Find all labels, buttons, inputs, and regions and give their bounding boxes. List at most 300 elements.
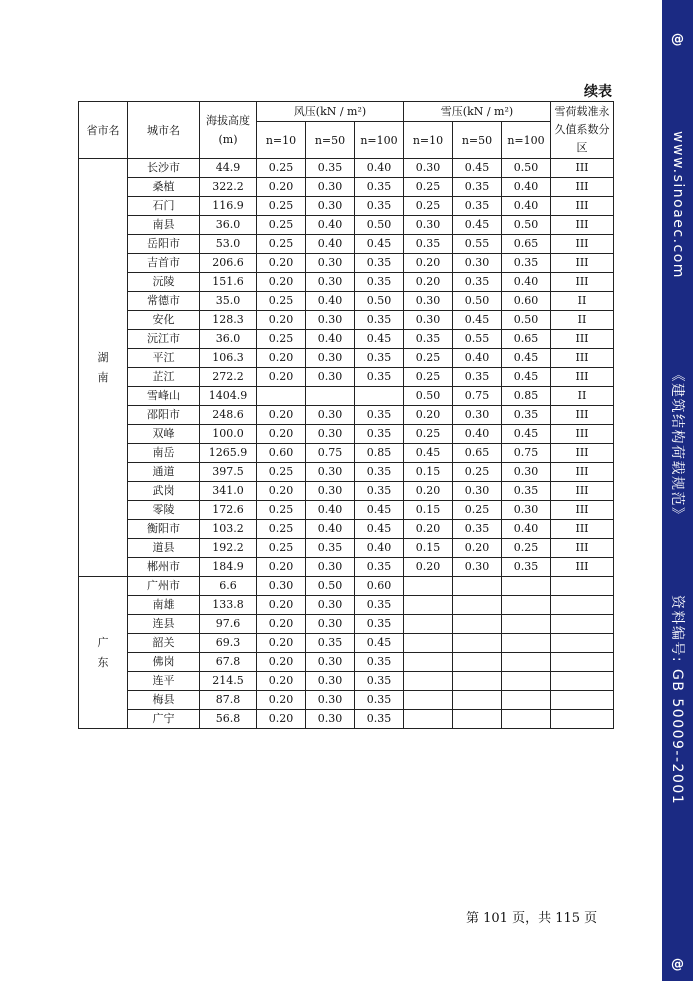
snow-n100-cell: 0.40 (502, 273, 551, 292)
wind-n10-cell: 0.20 (257, 311, 306, 330)
snow-n100-cell: 0.60 (502, 292, 551, 311)
wind-n100-cell: 0.35 (355, 596, 404, 615)
snow-n50-cell: 0.35 (453, 273, 502, 292)
wind-n50-cell: 0.40 (306, 235, 355, 254)
snow-n50-cell: 0.45 (453, 159, 502, 178)
wind-n10-cell: 0.25 (257, 501, 306, 520)
altitude-cell: 103.2 (200, 520, 257, 539)
city-cell: 梅县 (128, 691, 200, 710)
wind-n10-cell: 0.20 (257, 349, 306, 368)
city-cell: 长沙市 (128, 159, 200, 178)
table-row (79, 558, 614, 577)
wind-n100-cell: 0.35 (355, 558, 404, 577)
province-char: 广 (97, 635, 109, 649)
sidebar-banner (662, 0, 693, 981)
snow-n50-cell (453, 615, 502, 634)
wind-n50-cell: 0.30 (306, 425, 355, 444)
wind-n50-cell: 0.30 (306, 710, 355, 729)
wind-n10-cell: 0.60 (257, 444, 306, 463)
altitude-cell: 67.8 (200, 653, 257, 672)
sidebar-title: 《建筑结构荷载规范》 (668, 367, 685, 523)
zone-cell (551, 653, 614, 672)
snow-n10-cell: 0.35 (404, 330, 453, 349)
table-row (79, 444, 614, 463)
header-province: 省市名 (79, 102, 128, 159)
wind-n50-cell: 0.30 (306, 178, 355, 197)
wind-n10-cell: 0.25 (257, 197, 306, 216)
snow-n50-cell (453, 653, 502, 672)
wind-n10-cell: 0.20 (257, 653, 306, 672)
table-row (79, 710, 614, 729)
snow-n50-cell (453, 691, 502, 710)
snow-n50-cell: 0.30 (453, 482, 502, 501)
wind-n50-cell: 0.30 (306, 558, 355, 577)
snow-n100-cell: 0.50 (502, 311, 551, 330)
wind-n50-cell: 0.75 (306, 444, 355, 463)
snow-n100-cell (502, 672, 551, 691)
table-row (79, 235, 614, 254)
altitude-cell: 36.0 (200, 330, 257, 349)
wind-n100-cell: 0.85 (355, 444, 404, 463)
wind-n100-cell: 0.35 (355, 311, 404, 330)
snow-n50-cell: 0.55 (453, 235, 502, 254)
snow-n100-cell: 0.35 (502, 558, 551, 577)
zone-cell: III (551, 254, 614, 273)
wind-n100-cell: 0.45 (355, 235, 404, 254)
wind-n100-cell: 0.35 (355, 178, 404, 197)
snow-n10-cell: 0.20 (404, 254, 453, 273)
snow-n10-cell: 0.25 (404, 178, 453, 197)
table-row (79, 539, 614, 558)
wind-n100-cell: 0.35 (355, 691, 404, 710)
snow-n100-cell: 0.45 (502, 368, 551, 387)
snow-n50-cell: 0.25 (453, 501, 502, 520)
altitude-cell: 151.6 (200, 273, 257, 292)
zone-cell: III (551, 520, 614, 539)
snow-n100-cell (502, 691, 551, 710)
wind-n50-cell: 0.30 (306, 254, 355, 273)
header-wind-n100: n=100 (355, 122, 404, 159)
altitude-cell: 100.0 (200, 425, 257, 444)
snow-n10-cell: 0.20 (404, 406, 453, 425)
table-row (79, 178, 614, 197)
header-wind-n10: n=10 (257, 122, 306, 159)
altitude-cell: 56.8 (200, 710, 257, 729)
altitude-cell: 214.5 (200, 672, 257, 691)
snow-n10-cell (404, 615, 453, 634)
table-row (79, 159, 614, 178)
snow-n50-cell (453, 710, 502, 729)
snow-n10-cell: 0.25 (404, 349, 453, 368)
wind-n10-cell: 0.20 (257, 406, 306, 425)
altitude-unit: (m) (218, 133, 238, 146)
table-row (79, 615, 614, 634)
wind-n100-cell: 0.35 (355, 349, 404, 368)
snow-n10-cell: 0.45 (404, 444, 453, 463)
at-icon-bottom: @ (671, 957, 684, 972)
wind-n50-cell: 0.30 (306, 596, 355, 615)
altitude-cell: 97.6 (200, 615, 257, 634)
altitude-cell: 248.6 (200, 406, 257, 425)
snow-n50-cell: 0.35 (453, 520, 502, 539)
city-cell: 雪峰山 (128, 387, 200, 406)
zone-cell: III (551, 235, 614, 254)
altitude-cell: 116.9 (200, 197, 257, 216)
city-cell: 芷江 (128, 368, 200, 387)
snow-n10-cell (404, 596, 453, 615)
zone-cell: III (551, 539, 614, 558)
zone-cell: III (551, 501, 614, 520)
table-row (79, 691, 614, 710)
snow-n100-cell: 0.65 (502, 330, 551, 349)
altitude-cell: 36.0 (200, 216, 257, 235)
wind-n50-cell: 0.30 (306, 349, 355, 368)
wind-n50-cell (306, 387, 355, 406)
table-row (79, 330, 614, 349)
province-cell (79, 159, 128, 577)
snow-n100-cell: 0.50 (502, 216, 551, 235)
city-cell: 衡阳市 (128, 520, 200, 539)
snow-n100-cell: 0.65 (502, 235, 551, 254)
snow-n50-cell: 0.55 (453, 330, 502, 349)
snow-n50-cell: 0.40 (453, 349, 502, 368)
table-row (79, 501, 614, 520)
table-row (79, 653, 614, 672)
city-cell: 岳阳市 (128, 235, 200, 254)
wind-n10-cell: 0.20 (257, 691, 306, 710)
snow-n100-cell: 0.35 (502, 254, 551, 273)
zone-cell: III (551, 273, 614, 292)
zone-cell: II (551, 311, 614, 330)
altitude-cell: 87.8 (200, 691, 257, 710)
wind-n10-cell: 0.20 (257, 273, 306, 292)
wind-n50-cell: 0.30 (306, 672, 355, 691)
wind-n100-cell: 0.45 (355, 501, 404, 520)
zone-cell (551, 710, 614, 729)
wind-n50-cell: 0.40 (306, 501, 355, 520)
snow-n100-cell: 0.40 (502, 197, 551, 216)
city-cell: 沅陵 (128, 273, 200, 292)
snow-n10-cell: 0.25 (404, 368, 453, 387)
altitude-cell: 272.2 (200, 368, 257, 387)
snow-n50-cell: 0.50 (453, 292, 502, 311)
table-row (79, 463, 614, 482)
sidebar-url[interactable]: www.sinoaec.com (669, 131, 686, 279)
wind-n10-cell: 0.20 (257, 634, 306, 653)
snow-n100-cell (502, 577, 551, 596)
table-row (79, 311, 614, 330)
zone-cell (551, 672, 614, 691)
table-row (79, 406, 614, 425)
snow-n50-cell: 0.35 (453, 197, 502, 216)
wind-n100-cell: 0.35 (355, 615, 404, 634)
city-cell: 零陵 (128, 501, 200, 520)
header-city: 城市名 (128, 102, 200, 159)
wind-n100-cell: 0.60 (355, 577, 404, 596)
zone-cell: III (551, 558, 614, 577)
snow-n100-cell (502, 615, 551, 634)
wind-n10-cell: 0.30 (257, 577, 306, 596)
snow-n10-cell: 0.25 (404, 197, 453, 216)
altitude-cell: 206.6 (200, 254, 257, 273)
table-row (79, 387, 614, 406)
city-cell: 安化 (128, 311, 200, 330)
zone-cell (551, 596, 614, 615)
city-cell: 平江 (128, 349, 200, 368)
snow-n100-cell: 0.30 (502, 501, 551, 520)
altitude-cell: 35.0 (200, 292, 257, 311)
zone-cell: III (551, 349, 614, 368)
altitude-cell: 341.0 (200, 482, 257, 501)
header-snow-n100: n=100 (502, 122, 551, 159)
table-row (79, 596, 614, 615)
altitude-cell: 128.3 (200, 311, 257, 330)
snow-n50-cell: 0.45 (453, 216, 502, 235)
table-row (79, 368, 614, 387)
zone-cell: II (551, 292, 614, 311)
wind-n10-cell: 0.25 (257, 292, 306, 311)
snow-n10-cell: 0.20 (404, 482, 453, 501)
wind-n50-cell: 0.30 (306, 482, 355, 501)
wind-n10-cell: 0.25 (257, 463, 306, 482)
wind-n100-cell: 0.35 (355, 463, 404, 482)
snow-n100-cell (502, 710, 551, 729)
city-cell: 连平 (128, 672, 200, 691)
wind-n50-cell: 0.35 (306, 159, 355, 178)
wind-n100-cell: 0.35 (355, 273, 404, 292)
city-cell: 沅江市 (128, 330, 200, 349)
altitude-cell: 53.0 (200, 235, 257, 254)
altitude-cell: 322.2 (200, 178, 257, 197)
city-cell: 石门 (128, 197, 200, 216)
header-snow-n50: n=50 (453, 122, 502, 159)
snow-n100-cell: 0.25 (502, 539, 551, 558)
altitude-cell: 106.3 (200, 349, 257, 368)
zone-cell: III (551, 368, 614, 387)
snow-n50-cell (453, 577, 502, 596)
zone-cell (551, 577, 614, 596)
header-snow: 雪压(kN / m²) (404, 102, 551, 122)
snow-n100-cell (502, 596, 551, 615)
wind-n100-cell: 0.50 (355, 292, 404, 311)
snow-n50-cell: 0.45 (453, 311, 502, 330)
zone-cell: III (551, 216, 614, 235)
continued-label: 续表 (584, 84, 612, 100)
snow-n100-cell: 0.85 (502, 387, 551, 406)
wind-n100-cell: 0.35 (355, 197, 404, 216)
wind-n100-cell (355, 387, 404, 406)
wind-n10-cell: 0.20 (257, 368, 306, 387)
city-cell: 桑植 (128, 178, 200, 197)
wind-n10-cell: 0.20 (257, 425, 306, 444)
zone-cell (551, 691, 614, 710)
snow-n10-cell: 0.50 (404, 387, 453, 406)
wind-n50-cell: 0.30 (306, 311, 355, 330)
altitude-label: 海拔高度 (206, 114, 250, 127)
snow-n50-cell: 0.30 (453, 254, 502, 273)
altitude-cell: 1265.9 (200, 444, 257, 463)
city-cell: 佛岗 (128, 653, 200, 672)
header-zone (551, 102, 614, 159)
table-row (79, 292, 614, 311)
altitude-cell: 1404.9 (200, 387, 257, 406)
snow-n10-cell: 0.30 (404, 292, 453, 311)
snow-n10-cell: 0.20 (404, 558, 453, 577)
wind-n100-cell: 0.35 (355, 254, 404, 273)
wind-n50-cell: 0.40 (306, 216, 355, 235)
wind-n10-cell: 0.25 (257, 216, 306, 235)
altitude-cell: 69.3 (200, 634, 257, 653)
wind-n100-cell: 0.35 (355, 672, 404, 691)
table-row (79, 634, 614, 653)
snow-n50-cell (453, 672, 502, 691)
wind-n10-cell: 0.20 (257, 710, 306, 729)
table-row (79, 425, 614, 444)
snow-n10-cell: 0.30 (404, 216, 453, 235)
snow-n10-cell (404, 691, 453, 710)
header-snow-n10: n=10 (404, 122, 453, 159)
zone-cell: III (551, 330, 614, 349)
snow-n100-cell: 0.75 (502, 444, 551, 463)
wind-n10-cell: 0.25 (257, 520, 306, 539)
wind-n100-cell: 0.45 (355, 520, 404, 539)
zone-cell: III (551, 406, 614, 425)
city-cell: 吉首市 (128, 254, 200, 273)
snow-n100-cell: 0.50 (502, 159, 551, 178)
wind-n50-cell: 0.30 (306, 197, 355, 216)
wind-n100-cell: 0.40 (355, 159, 404, 178)
snow-n10-cell: 0.15 (404, 539, 453, 558)
wind-n10-cell: 0.25 (257, 330, 306, 349)
table-row (79, 482, 614, 501)
snow-n50-cell: 0.35 (453, 178, 502, 197)
snow-n100-cell (502, 653, 551, 672)
wind-n50-cell: 0.30 (306, 463, 355, 482)
wind-n50-cell: 0.40 (306, 292, 355, 311)
city-cell: 双峰 (128, 425, 200, 444)
table-row (79, 197, 614, 216)
wind-n50-cell: 0.30 (306, 615, 355, 634)
wind-n100-cell: 0.35 (355, 653, 404, 672)
zone-cell: III (551, 444, 614, 463)
wind-n50-cell: 0.30 (306, 691, 355, 710)
wind-n100-cell: 0.35 (355, 710, 404, 729)
wind-n50-cell: 0.50 (306, 577, 355, 596)
zone-label: 雪荷载准永久值系数分区 (554, 105, 610, 154)
snow-n50-cell: 0.40 (453, 425, 502, 444)
snow-n50-cell: 0.20 (453, 539, 502, 558)
city-cell: 广宁 (128, 710, 200, 729)
zone-cell: III (551, 463, 614, 482)
zone-cell: III (551, 178, 614, 197)
wind-n100-cell: 0.40 (355, 539, 404, 558)
snow-n100-cell: 0.35 (502, 406, 551, 425)
city-cell: 郴州市 (128, 558, 200, 577)
wind-n10-cell: 0.25 (257, 159, 306, 178)
city-cell: 通道 (128, 463, 200, 482)
city-cell: 韶关 (128, 634, 200, 653)
table-row (79, 254, 614, 273)
snow-n100-cell: 0.35 (502, 482, 551, 501)
wind-n100-cell: 0.45 (355, 330, 404, 349)
header-wind-n50: n=50 (306, 122, 355, 159)
wind-n50-cell: 0.30 (306, 406, 355, 425)
header-altitude (200, 102, 257, 159)
wind-n10-cell: 0.20 (257, 482, 306, 501)
wind-n50-cell: 0.35 (306, 539, 355, 558)
wind-n10-cell: 0.20 (257, 672, 306, 691)
wind-n10-cell: 0.20 (257, 254, 306, 273)
city-cell: 南县 (128, 216, 200, 235)
city-cell: 连县 (128, 615, 200, 634)
table-row (79, 577, 614, 596)
province-char: 湖 (97, 350, 109, 364)
city-cell: 常德市 (128, 292, 200, 311)
wind-n50-cell: 0.30 (306, 368, 355, 387)
snow-n50-cell: 0.30 (453, 406, 502, 425)
city-cell: 广州市 (128, 577, 200, 596)
load-table (78, 101, 614, 729)
zone-cell (551, 615, 614, 634)
snow-n10-cell (404, 577, 453, 596)
snow-n10-cell: 0.15 (404, 501, 453, 520)
snow-n10-cell (404, 653, 453, 672)
wind-n100-cell: 0.50 (355, 216, 404, 235)
wind-n10-cell: 0.20 (257, 178, 306, 197)
snow-n100-cell: 0.40 (502, 520, 551, 539)
city-cell: 南雄 (128, 596, 200, 615)
snow-n10-cell: 0.30 (404, 311, 453, 330)
wind-n10-cell: 0.25 (257, 539, 306, 558)
table-row (79, 520, 614, 539)
wind-n100-cell: 0.45 (355, 634, 404, 653)
snow-n10-cell: 0.15 (404, 463, 453, 482)
page-footer: 第 101 页，共 115 页 (466, 911, 598, 926)
snow-n100-cell: 0.30 (502, 463, 551, 482)
snow-n50-cell: 0.65 (453, 444, 502, 463)
snow-n10-cell: 0.20 (404, 273, 453, 292)
zone-cell (551, 634, 614, 653)
wind-n100-cell: 0.35 (355, 482, 404, 501)
table-row (79, 349, 614, 368)
wind-n10-cell: 0.25 (257, 235, 306, 254)
sidebar-code: 资料编号: GB 50009--2001 (668, 594, 685, 806)
table-row (79, 672, 614, 691)
wind-n50-cell: 0.35 (306, 634, 355, 653)
zone-cell: III (551, 425, 614, 444)
at-icon-top: @ (671, 32, 684, 47)
wind-n50-cell: 0.40 (306, 520, 355, 539)
wind-n10-cell: 0.20 (257, 615, 306, 634)
snow-n50-cell: 0.35 (453, 368, 502, 387)
wind-n100-cell: 0.35 (355, 406, 404, 425)
city-cell: 南岳 (128, 444, 200, 463)
snow-n50-cell (453, 596, 502, 615)
altitude-cell: 184.9 (200, 558, 257, 577)
snow-n50-cell: 0.25 (453, 463, 502, 482)
zone-cell: III (551, 197, 614, 216)
altitude-cell: 172.6 (200, 501, 257, 520)
snow-n10-cell: 0.30 (404, 159, 453, 178)
table-row (79, 216, 614, 235)
snow-n10-cell: 0.20 (404, 520, 453, 539)
province-cell (79, 577, 128, 729)
altitude-cell: 397.5 (200, 463, 257, 482)
wind-n50-cell: 0.40 (306, 330, 355, 349)
snow-n10-cell (404, 634, 453, 653)
snow-n100-cell (502, 634, 551, 653)
altitude-cell: 6.6 (200, 577, 257, 596)
